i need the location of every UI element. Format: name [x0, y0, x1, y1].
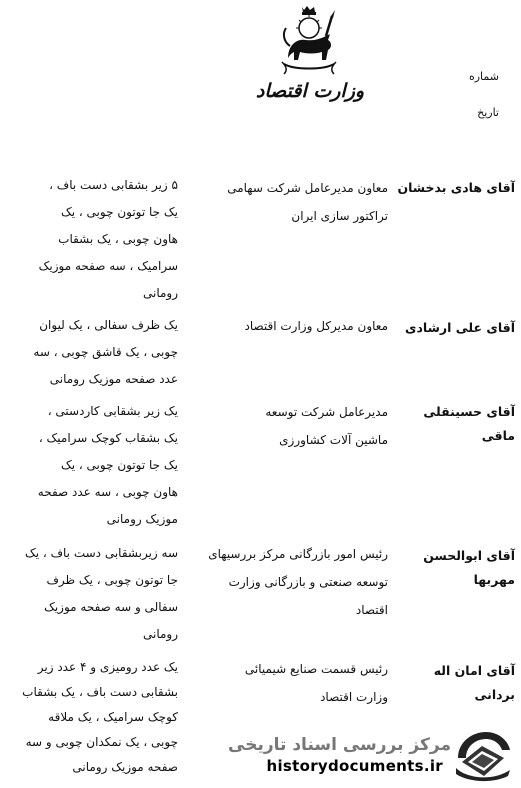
- gift-line: کوچک سرامیک ، یک ملاقه: [48, 710, 178, 724]
- gift-line: یک بشقاب کوچک سرامیک ،: [38, 431, 178, 445]
- watermark-title: مرکز بررسی اسناد تاریخی: [228, 735, 451, 755]
- recipient-name: آقای ابوالحسن مهربها: [423, 548, 515, 587]
- gift-line: جا توتون چوبی ، یک ظرف: [46, 573, 178, 587]
- gift-line: هاون چوبی ، سه عدد صفحه: [37, 485, 178, 499]
- gift-list: [16, 655, 178, 780]
- recipient-name: آقای علی ارشادی: [405, 320, 515, 335]
- gift-line: عدد صفحه موزیک رومانی: [49, 372, 178, 386]
- gift-list: [16, 540, 178, 648]
- position-line: ماشین آلات کشاورزی: [279, 433, 388, 447]
- position-line: تراکتور سازی ایران: [291, 209, 388, 223]
- lion-and-sun-emblem-icon: [280, 6, 338, 76]
- recipient-position: [188, 174, 388, 230]
- gift-line: صفحه موزیک رومانی: [72, 760, 178, 774]
- gift-line: ۵ زیر بشقابی دست باف ،: [49, 178, 178, 192]
- gift-line: سه زیربشقابی دست باف ، یک: [25, 546, 178, 560]
- gift-line: بشقابی دست باف ، یک بشقاب: [22, 685, 178, 699]
- position-line: مدیرعامل شرکت توسعه: [265, 405, 388, 419]
- position-line: توسعه صنعتی و بازرگانی وزارت: [228, 575, 388, 589]
- gift-line: یک زیر بشقابی کاردستی ،: [47, 404, 178, 418]
- position-line: معاون مدیرکل وزارت اقتصاد: [244, 319, 388, 333]
- gift-list: [16, 172, 178, 307]
- position-line: اقتصاد: [355, 603, 388, 617]
- watermark-url: historydocuments.ir: [266, 757, 443, 775]
- archive-logo-icon: [452, 728, 514, 782]
- number-label: شماره: [468, 70, 499, 83]
- date-label: تاریخ: [477, 106, 499, 119]
- gift-list: [16, 398, 178, 533]
- recipient-position: [188, 312, 388, 340]
- recipient-position: [188, 540, 388, 624]
- gift-line: چوبی ، یک نمکدان چوبی و سه: [25, 735, 178, 749]
- gift-line: یک جا توتون چوبی ، یک: [60, 458, 178, 472]
- gift-line: رومانی: [142, 286, 178, 300]
- gift-line: رومانی: [142, 627, 178, 641]
- position-line: رئیس قسمت صنایع شیمیائی: [244, 662, 388, 676]
- gift-list: [16, 312, 178, 393]
- gift-line: سفالی و سه صفحه موزیک: [44, 600, 178, 614]
- ministry-title: وزارت اقتصاد: [255, 80, 365, 102]
- gift-line: یک عدد رومیزی و ۴ عدد زیر: [37, 660, 178, 674]
- gift-line: هاون چوبی ، یک بشقاب: [58, 232, 178, 246]
- recipient-name: آقای امان اله بردانی: [433, 663, 515, 702]
- recipient-position: [188, 655, 388, 711]
- gift-line: یک ظرف سفالی ، یک لیوان: [39, 318, 178, 332]
- position-line: وزارت اقتصاد: [320, 690, 388, 704]
- position-line: معاون مدیرعامل شرکت سهامی: [227, 181, 388, 195]
- gift-line: یک جا توتون چوبی ، یک: [60, 205, 178, 219]
- recipient-position: [188, 398, 388, 454]
- recipient-name: آقای حسینقلی ماقی: [423, 404, 515, 443]
- position-line: رئیس امور بازرگانی مرکز بررسیهای: [208, 547, 388, 561]
- gift-line: موزیک رومانی: [106, 512, 178, 526]
- recipient-name: آقای هادی بدخشان: [397, 180, 515, 195]
- gift-line: چوبی ، یک قاشق چوبی ، سه: [33, 345, 178, 359]
- gift-line: سرامیک ، سه صفحه موزیک: [38, 259, 178, 273]
